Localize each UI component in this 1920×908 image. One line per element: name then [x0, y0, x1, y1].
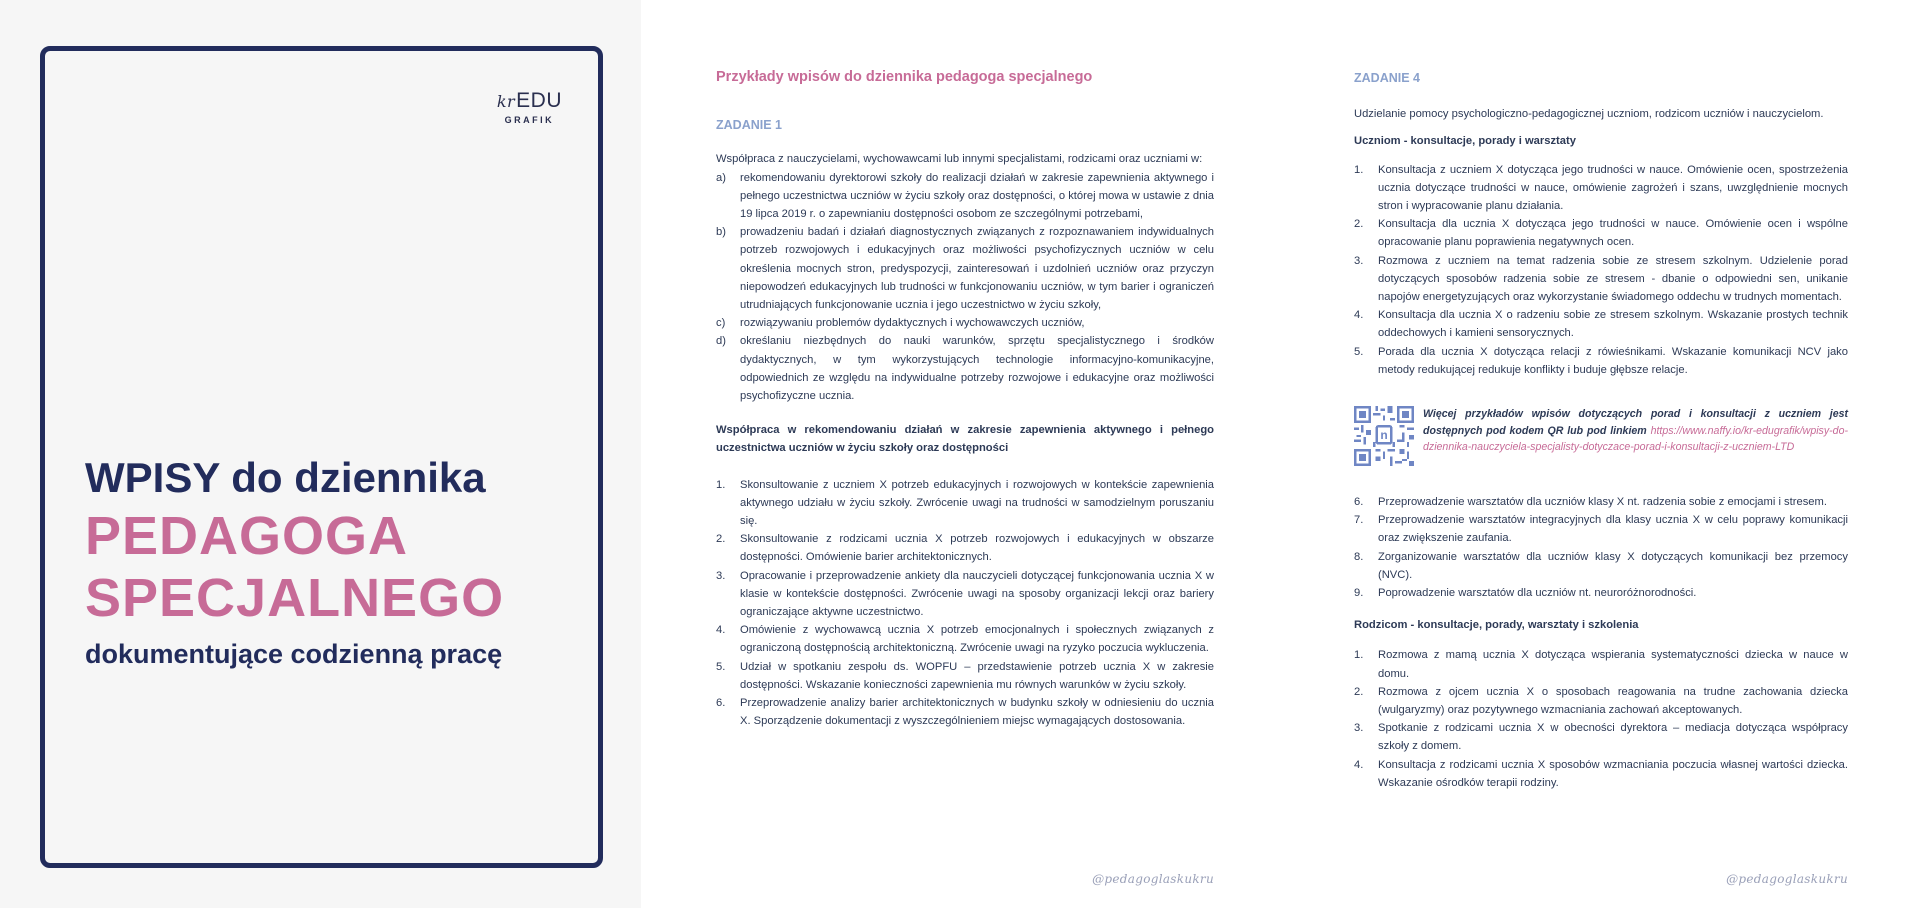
- list-marker: 4.: [1354, 309, 1364, 322]
- list-text: Rozmowa z ojcem ucznia X o sposobach reagowania na trudne zachowania dziecka (wulgaryzmy) oraz pozytywnego wzmacniania zachowań akceptowanych.: [1378, 685, 1848, 717]
- list-item: [1354, 719, 1848, 755]
- list-marker: 4.: [1354, 758, 1364, 771]
- list-text: rekomendowaniu dyrektorowi szkoły do realizacji działań w zakresie zapewnienia aktywnego i pełnego uczestnictwa uczniów w życiu szkoły oraz dostępności, o której mowa w ustawie z dnia 19 lipca 2019 r. o zapewnianiu dostępności osobom ze szczególnymi potrzebami,: [740, 171, 1214, 221]
- workshops-list: [1354, 493, 1848, 602]
- document-page-2: [1354, 0, 1848, 908]
- list-text: Przeprowadzenie warsztatów integracyjnych dla klasy ucznia X w celu poprawy komunikacji oraz zwiększenie zaufania.: [1378, 514, 1848, 545]
- list-marker: 1.: [1354, 649, 1364, 662]
- list-marker: 1.: [1354, 163, 1364, 176]
- list-marker: c): [716, 317, 726, 330]
- letter-list: [716, 169, 1214, 406]
- task-intro: Udzielanie pomocy psychologiczno-pedagogicznej uczniom, rodzicom uczniów i nauczycielom.: [1354, 108, 1824, 121]
- list-text: Opracowanie i przeprowadzenie ankiety dla nauczycieli dotyczącej funkcjonowania ucznia X w klasie w kontekście dostępności. Zwrócenie uwagi na sposoby organizacji lekcji oraz bariery ograniczające aktywne uczestnictwo.: [740, 569, 1214, 619]
- list-marker: a): [716, 171, 726, 184]
- qr-code-icon[interactable]: [1354, 406, 1414, 466]
- list-text: Skonsultowanie z uczniem X potrzeb edukacyjnych i rozwojowych w kontekście zapewnienia aktywnego udziału w życiu szkoły. Zwrócenie uwagi na trudności w samodzielnym poruszaniu się.: [740, 478, 1214, 528]
- list-marker: 3.: [716, 569, 726, 582]
- logo-grafik: GRAFIK: [504, 115, 555, 125]
- list-marker: 1.: [716, 478, 726, 491]
- cover-subtitle: dokumentujące codzienną pracę: [85, 639, 503, 669]
- list-text: określaniu niezbędnych do nauki warunków, sprzętu specjalistycznego i środków dydaktycznych, w tym wykorzystujących technologie informacyjno-komunikacyjne, odpowiednich ze względu na indywidualne potrzeby rozwojowe i edukacyjne oraz możliwości psychofizyczne ucznia.: [740, 335, 1214, 403]
- signature: @pedagoglaskukru: [1092, 871, 1214, 886]
- list-item: [716, 694, 1214, 730]
- list-item: [1354, 252, 1848, 307]
- section-heading: Współpraca w rekomendowaniu działań w zakresie zapewnienia aktywnego i pełnego uczestnictwa uczniów w życiu szkoły oraz dostępności: [716, 424, 1214, 455]
- list-item: [1354, 343, 1848, 379]
- list-item: [1354, 511, 1848, 547]
- list-text: Rozmowa z uczniem na temat radzenia sobie ze stresem szkolnym. Udzielenie porad dotyczących sposobów radzenia sobie ze stresem - dbanie o odpowiedni sen, unikanie napojów energetyzujących oraz wykorzystanie świadomego oddechu w trudnych momentach.: [1378, 254, 1848, 304]
- list-text: Zorganizowanie warsztatów dla uczniów klasy X dotyczących komunikacji bez przemocy (NVC).: [1378, 550, 1848, 581]
- list-item: [1354, 306, 1848, 342]
- list-text: rozwiązywaniu problemów dydaktycznych i wychowawczych uczniów,: [740, 317, 1085, 330]
- list-item: [1354, 493, 1848, 511]
- list-text: Porada dla ucznia X dotycząca relacji z rówieśnikami. Wskazanie komunikacji NCV jako metody redukującej redukuje konflikty i buduje głębsze relacje.: [1378, 345, 1848, 376]
- list-marker: 3.: [1354, 254, 1364, 267]
- list-text: Przeprowadzenie analizy barier architektonicznych w budynku szkoły w odniesieniu do ucznia X. Sporządzenie dokumentacji z wyszczególnieniem miejsc wymagających dostosowania.: [740, 697, 1214, 728]
- list-item: [1354, 215, 1848, 251]
- qr-text: Więcej przykładów wpisów dotyczących porad i konsultacji z uczniem jest dostępnych pod kodem QR lub pod linkiem: [1423, 408, 1848, 437]
- task-intro: Współpraca z nauczycielami, wychowawcami lub innymi specjalistami, rodzicami oraz uczniami w:: [716, 153, 1203, 166]
- list-item: [716, 314, 1214, 332]
- list-marker: 2.: [1354, 218, 1364, 231]
- logo-prefix: kr: [496, 92, 516, 111]
- list-text: Omówienie z wychowawcą ucznia X potrzeb emocjonalnych i społecznych związanych z ograniczoną dostępnością architektoniczną. Zwrócenie uwagi na ryzyko poczucia wykluczenia.: [740, 624, 1214, 655]
- list-item: [716, 530, 1214, 566]
- list-text: Poprowadzenie warsztatów dla uczniów nt. neuroróżnorodności.: [1378, 587, 1697, 600]
- list-item: [716, 567, 1214, 622]
- list-item: [1354, 548, 1848, 584]
- list-marker: 6.: [716, 697, 726, 710]
- list-marker: 7.: [1354, 514, 1364, 527]
- list-item: [1354, 584, 1848, 602]
- document-page-1: [716, 0, 1214, 908]
- list-marker: 4.: [716, 624, 726, 637]
- students-list: [1354, 161, 1848, 379]
- list-item: [1354, 756, 1848, 792]
- list-text: prowadzeniu badań i działań diagnostycznych związanych z rozpoznawaniem indywidualnych potrzeb rozwojowych i edukacyjnych oraz możliwości psychofizycznych uczniów w celu określenia mocnych stron, predyspozycji, zainteresowań i uzdolnień uczniów oraz przyczyn niepowodzeń edukacyjnych lub trudności w funkcjonowaniu uczniów, w tym barier i ograniczeń utrudniających funkcjonowanie ucznia i jego uczestnictwo w życiu szkoły,: [740, 226, 1214, 312]
- list-item: [1354, 683, 1848, 719]
- edugrafik-logo: [497, 91, 562, 125]
- list-text: Konsultacja z uczniem X dotycząca jego trudności w nauce. Omówienie ocen, spostrzeżenia ucznia dotyczące trudności w nauce, omówienie zagrożeń i szans, uwzględnienie mocnych stron i wypracowanie planu działania.: [1378, 163, 1848, 213]
- list-text: Konsultacja z rodzicami ucznia X sposobów wzmacniania poczucia własnej wartości dziecka. Wskazanie ośrodków terapii rodziny.: [1378, 758, 1848, 789]
- section-heading-students: Uczniom - konsultacje, porady i warsztaty: [1354, 135, 1576, 148]
- list-marker: 2.: [716, 533, 726, 546]
- parents-list: [1354, 646, 1848, 792]
- svg-text:n: n: [1380, 428, 1388, 443]
- list-text: Konsultacja dla ucznia X o radzeniu sobie ze stresem szkolnym. Wskazanie prostych technik oddechowych i kamieni sensorycznych.: [1378, 309, 1848, 340]
- list-text: Udział w spotkaniu zespołu ds. WOPFU – przedstawienie potrzeb ucznia X w zakresie dostępności. Wskazanie konieczności zapewnienia mu równych warunków w życiu szkoły.: [740, 660, 1214, 691]
- logo-edu: EDU: [516, 89, 562, 112]
- list-marker: d): [716, 335, 726, 348]
- list-marker: 5.: [716, 660, 726, 673]
- signature: @pedagoglaskukru: [1726, 871, 1848, 886]
- cover-title: [85, 451, 585, 673]
- numbered-list: [716, 476, 1214, 731]
- list-marker: 9.: [1354, 587, 1364, 600]
- cover-title-line3: SPECJALNEGO: [85, 568, 505, 628]
- list-marker: 8.: [1354, 550, 1364, 563]
- list-item: [716, 621, 1214, 657]
- list-marker: 5.: [1354, 345, 1364, 358]
- list-marker: 2.: [1354, 685, 1364, 698]
- task-heading: ZADANIE 1: [716, 118, 782, 133]
- list-text: Rozmowa z mamą ucznia X dotycząca wspierania systematyczności dziecka w nauce w domu.: [1378, 649, 1848, 680]
- list-text: Spotkanie z rodzicami ucznia X w obecności dyrektora – mediacja dotycząca współpracy szkoły z domem.: [1378, 722, 1848, 753]
- task-heading: ZADANIE 4: [1354, 71, 1420, 85]
- list-text: Skonsultowanie z rodzicami ucznia X potrzeb rozwojowych i edukacyjnych w obszarze dostępności. Omówienie barier architektonicznych.: [740, 533, 1214, 564]
- qr-description: [1423, 406, 1848, 456]
- list-marker: 3.: [1354, 722, 1364, 735]
- section-heading-parents: Rodzicom - konsultacje, porady, warsztaty i szkolenia: [1354, 619, 1639, 632]
- qr-link[interactable]: https://www.naffy.io/kr-edugrafik/wpisy-do-dziennika-nauczyciela-specjalisty-dotyczace-porad-i-konsultacji-z-uczniem-LTD: [1423, 424, 1848, 454]
- list-item: [716, 332, 1214, 405]
- list-item: [716, 223, 1214, 314]
- document-title: Przykłady wpisów do dziennika pedagoga specjalnego: [716, 69, 1093, 85]
- cover-title-line1: WPISY do dziennika: [85, 454, 486, 501]
- list-item: [1354, 646, 1848, 682]
- qr-callout: [1354, 406, 1848, 466]
- list-text: Konsultacja dla ucznia X dotycząca jego trudności w nauce. Omówienie ocen i wspólne opracowanie planu poprawienia negatywnych ocen.: [1378, 218, 1848, 249]
- list-item: [1354, 161, 1848, 216]
- cover-title-line2: PEDAGOGA: [85, 506, 409, 566]
- list-item: [716, 169, 1214, 224]
- list-item: [716, 476, 1214, 531]
- list-marker: b): [716, 226, 726, 239]
- list-text: Przeprowadzenie warsztatów dla uczniów klasy X nt. radzenia sobie z emocjami i stresem.: [1378, 496, 1827, 509]
- list-item: [716, 658, 1214, 694]
- list-marker: 6.: [1354, 496, 1364, 509]
- cover-card: [40, 46, 603, 868]
